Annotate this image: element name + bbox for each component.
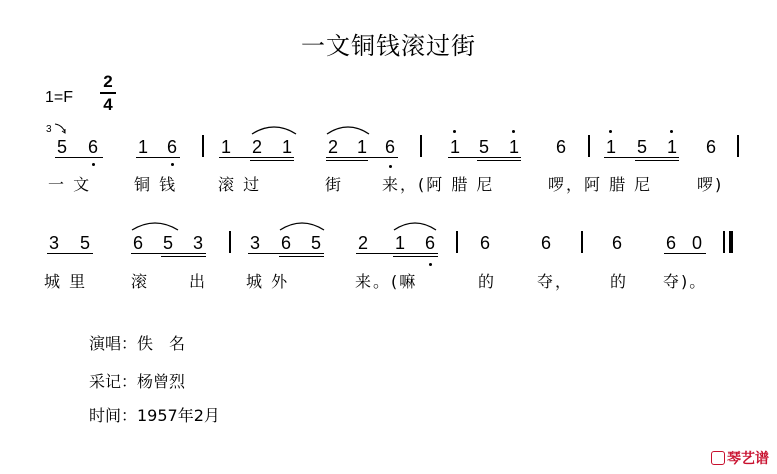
lyric: 的: [478, 272, 497, 291]
note: 1: [357, 137, 368, 157]
lyric: 的: [610, 272, 629, 291]
page-title: 一文铜钱滚过街: [301, 32, 476, 60]
note: 1: [667, 137, 678, 157]
note: 3: [193, 233, 204, 253]
lyric: 啰): [697, 175, 724, 194]
note: 2: [358, 233, 369, 253]
note: 1: [138, 137, 149, 157]
note: 6: [133, 233, 144, 253]
note: 5: [163, 233, 174, 253]
time-signature-top: 2: [103, 72, 113, 91]
note: 5: [479, 137, 490, 157]
note: 2: [328, 137, 339, 157]
note: 2: [252, 137, 263, 157]
lyric: 城 里: [44, 272, 88, 291]
grace-note-digit: 3: [46, 124, 52, 135]
note: 1: [450, 137, 461, 157]
note: 5: [80, 233, 91, 253]
note: 5: [57, 137, 68, 157]
date-info: 时间：1957年2月: [89, 406, 220, 425]
watermark-text: 琴艺谱: [727, 451, 769, 467]
note: 6: [541, 233, 552, 253]
note: 1: [509, 137, 520, 157]
time-signature-bottom: 4: [103, 94, 113, 114]
lyric: 街: [325, 175, 344, 194]
note: 5: [637, 137, 648, 157]
note: 6: [480, 233, 491, 253]
note: 6: [706, 137, 717, 157]
note: 6: [167, 137, 178, 157]
note: 1: [395, 233, 406, 253]
lyric: 城 外: [246, 272, 290, 291]
note: 0: [692, 233, 703, 253]
lyric: 出: [189, 272, 208, 291]
key-signature: 1=F: [45, 89, 74, 106]
lyric: 滚: [131, 272, 150, 291]
lyric: 啰，阿 腊 尼: [548, 175, 653, 194]
lyric: 滚 过: [218, 175, 262, 194]
note: 3: [49, 233, 60, 253]
note: 6: [666, 233, 677, 253]
lyric: 来。(嘛: [355, 272, 418, 291]
watermark-logo: [711, 448, 769, 468]
note: 6: [88, 137, 99, 157]
watermark-icon: [711, 451, 725, 465]
recorder-info: 采记：杨曾烈: [89, 372, 186, 391]
note: 6: [612, 233, 623, 253]
note: 3: [250, 233, 261, 253]
note: 6: [281, 233, 292, 253]
lyric: 来，(阿 腊 尼: [382, 175, 495, 194]
note: 5: [311, 233, 322, 253]
note: 6: [556, 137, 567, 157]
lyric: 铜 钱: [134, 175, 178, 194]
note: 6: [425, 233, 436, 253]
lyric: 夺，: [537, 272, 574, 291]
note: 6: [385, 137, 396, 157]
note: 1: [221, 137, 232, 157]
lyric: 一 文: [48, 175, 92, 194]
note: 1: [606, 137, 617, 157]
lyric: 夺)。: [663, 272, 708, 291]
note: 1: [282, 137, 293, 157]
singer-info: 演唱：佚 名: [89, 334, 186, 353]
